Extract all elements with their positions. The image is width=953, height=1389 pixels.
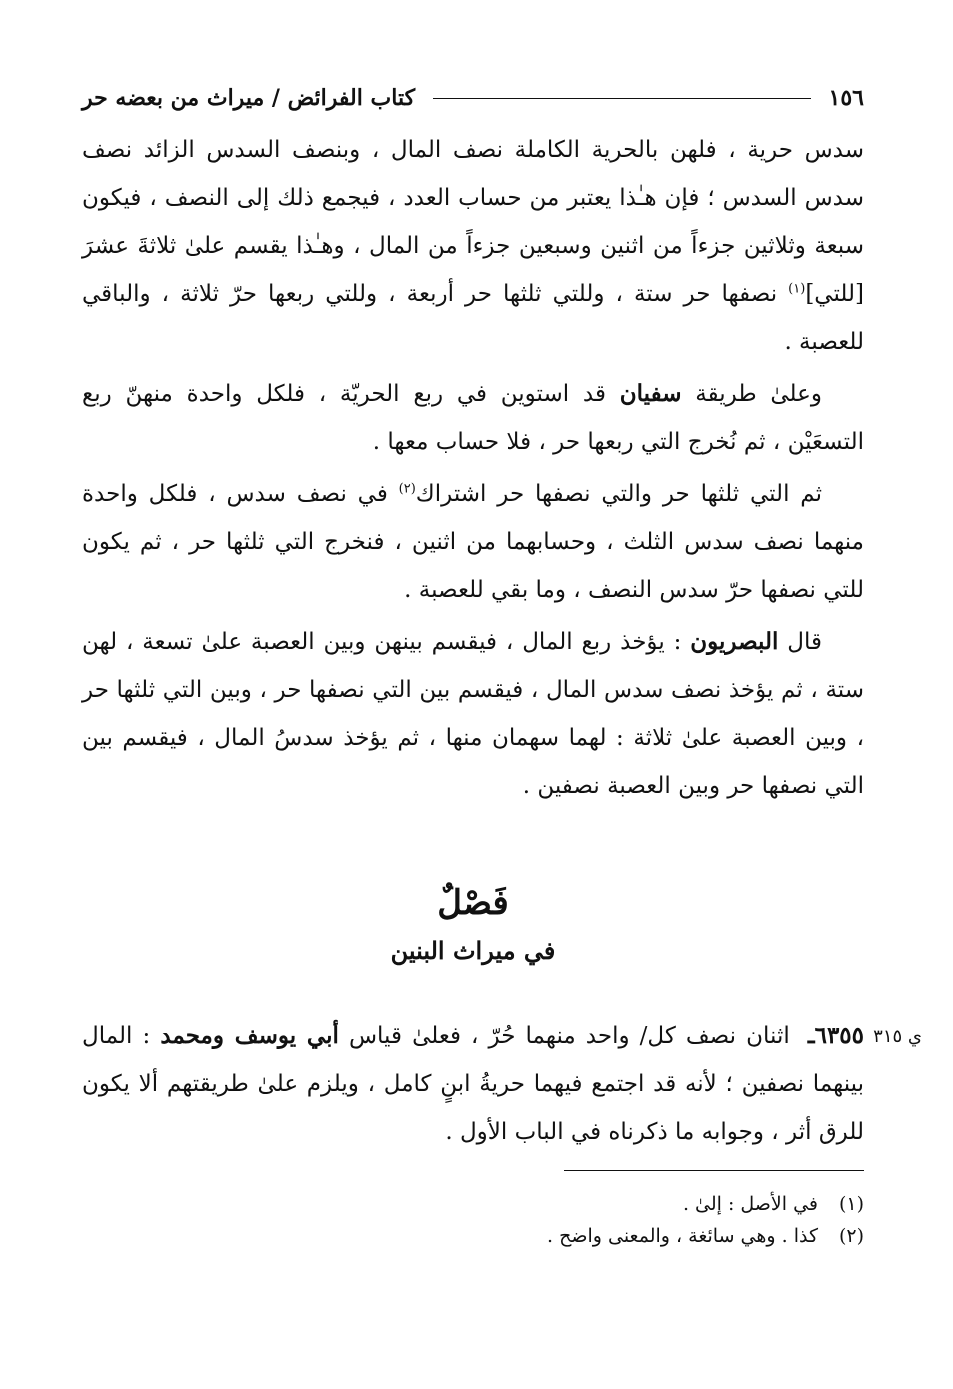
footnote-ref-2[interactable]: (٢) — [398, 481, 416, 497]
issue-text-a: اثنان نصف كل/ واحد منهما حُرّ ، فعلىٰ قياس — [338, 1023, 800, 1049]
section-ornament: فَصْلٌ — [437, 883, 509, 923]
footnote-ref-1[interactable]: (١) — [788, 281, 806, 297]
paragraph-2-text-a: وعلىٰ طريقة — [681, 381, 822, 407]
name-sufyan: سفيان — [619, 380, 682, 407]
footnote-2-marker: (٢) — [838, 1225, 864, 1247]
issue-number: ٦٣٥٥ـ — [807, 1022, 865, 1049]
page-header — [82, 78, 864, 118]
footnote-1-marker: (١) — [838, 1193, 864, 1215]
body-text — [82, 126, 864, 814]
footnote-2 — [82, 1220, 864, 1252]
paragraph-4-text-a: قال — [778, 629, 822, 655]
running-title: كتاب الفرائض / ميراث من بعضه حر — [82, 85, 416, 111]
paragraph-1 — [82, 126, 864, 366]
names-abu-yusuf-muhammad: أبي يوسف ومحمد — [160, 1022, 339, 1049]
paragraph-2 — [82, 370, 864, 466]
paragraph-3-text-a: ثم التي ثلثها حر والتي نصفها حر اشتراك — [415, 481, 822, 507]
section-heading — [82, 878, 864, 974]
paragraph-2-text-b: قد استوين في ربع الحريّة ، فلكل واحدة منهنّ ربع التسعَيْن ، ثم نُخرج التي ربعها حر ، فلا حساب معها . — [82, 381, 864, 455]
name-basriyyun: البصريون — [690, 628, 779, 655]
header-rule — [433, 98, 810, 99]
paragraph-3-text-b: في نصف سدس ، فلكل واحدة منهما نصف سدس الثلث ، وحسابهما من اثنين ، فنخرج التي ثلثها حر ، ثم يكون للتي نصفها حرّ سدس النصف ، وما بقي للعصبة . — [82, 481, 864, 603]
issue-paragraph — [82, 1012, 864, 1156]
footnote-1 — [82, 1188, 864, 1220]
paragraph-1-text-a: سدس حرية ، فلهن بالحرية الكاملة نصف المال ، وبنصف السدس الزائد نصف سدس السدس ؛ فإن هـٰذا يعتبر من حساب العدد ، فيجمع ذلك إلى النصف ، فيكون سبعة وثلاثين جزءاً من اثنين وسبعين جزءاً من المال ، وهـٰذا يقسم علىٰ ثلاثةَ عشرَ [للتي] — [82, 137, 865, 307]
paragraph-1-text-b: نصفها حر ستة ، وللتي ثلثها حر أربعة ، وللتي ربعها حرّ ثلاثة ، والباقي للعصبة . — [82, 281, 864, 355]
footnote-2-text: كذا . وهي سائغة ، والمعنى واضح . — [547, 1225, 818, 1247]
book-page — [82, 70, 922, 1330]
issue-text-b: : المال بينهما نصفين ؛ لأنه قد اجتمع فيهما حريةُ ابنٍ كامل ، ويلزم علىٰ طريقتهم ألا يكون للرق أثر ، وجوابه ما ذكرناه في الباب الأول . — [82, 1023, 864, 1145]
margin-note: ي ٣١٥ — [873, 1026, 922, 1047]
issue-block — [82, 1012, 864, 1160]
footnotes — [82, 1188, 864, 1252]
footnote-1-text: في الأصل : إلىٰ . — [682, 1193, 818, 1215]
paragraph-4-text-b: : يؤخذ ربع المال ، فيقسم بينهن وبين العصبة علىٰ تسعة ، لهن ستة ، ثم يؤخذ نصف سدس المال ، فيقسم بين التي نصفها حر ، وبين التي ثلثها حر ، وبين العصبة علىٰ ثلاثة : لهما سهمان منها ، ثم يؤخذ سدسُ المال ، فيقسم بين التي نصفها حر وبين العصبة نصفين . — [82, 629, 864, 799]
page-number: ١٥٦ — [828, 85, 864, 111]
section-title: في ميراث البنين — [390, 936, 556, 965]
paragraph-4 — [82, 618, 864, 810]
paragraph-3 — [82, 470, 864, 614]
footnote-rule — [564, 1170, 864, 1171]
